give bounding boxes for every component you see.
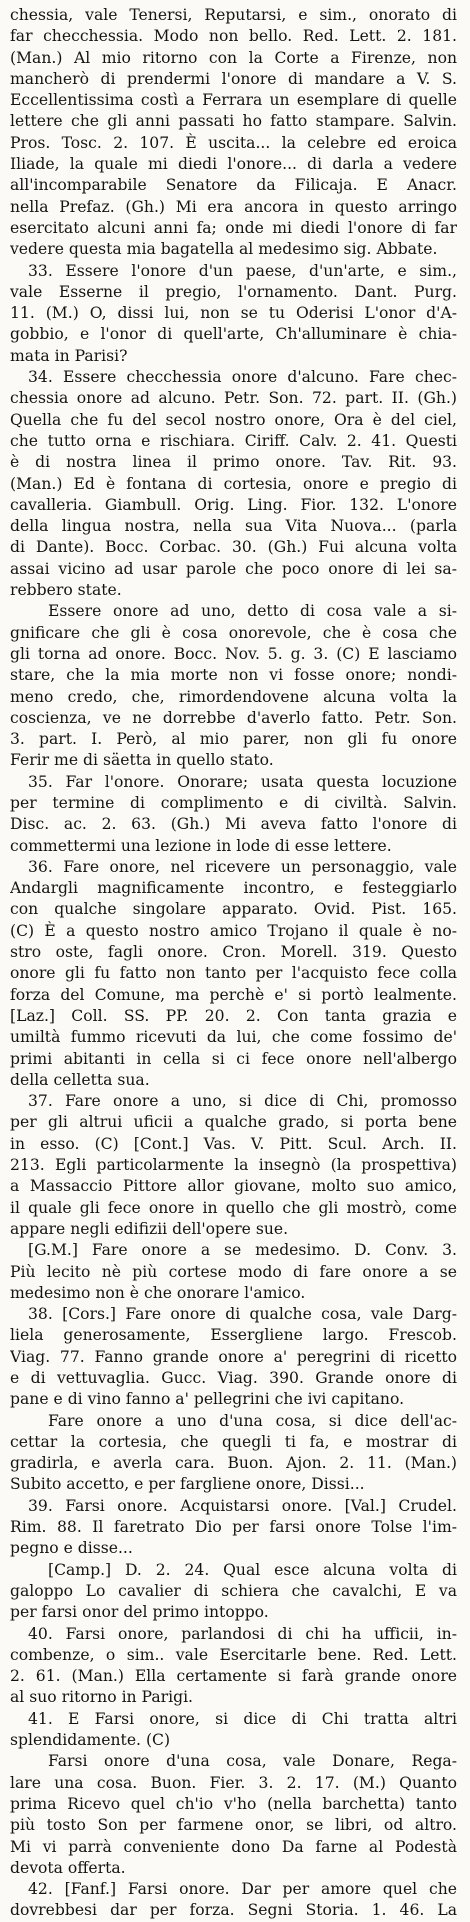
text-line: Mi vi parrà conveniente dono Da farne al Podestà <box>10 1837 457 1856</box>
text-line: al suo ritorno in Parigi. <box>10 1688 194 1707</box>
entry-34 <box>10 367 457 601</box>
text-line: splendidamente. (C) <box>10 1731 171 1750</box>
text-line: lare una cosa. Buon. Fier. 3. 2. 17. (M.) Quanto <box>10 1773 457 1792</box>
text-line: prima Ricevo quel ch'io v'ho (nella barchetta) tanto <box>10 1794 457 1813</box>
text-line: per termine di complimento e di civiltà. Salvin. <box>10 793 457 812</box>
entry-headword-line: Farsi onore d'una cosa, vale Donare, Rega- <box>48 1752 457 1771</box>
entry-continuation <box>10 5 457 261</box>
text-line: Eccellentissima costì a Ferrara un esemplare di quelle <box>10 91 457 110</box>
entry-headword-line: 38. [Cors.] Fare onore di qualche cosa, vale Darg- <box>28 1305 457 1324</box>
entry-fare-onore-a-se-medesimo <box>10 1240 457 1304</box>
entry-headword-line: 37. Fare onore a uno, si dice di Chi, promosso <box>28 1092 457 1111</box>
text-line: a Massaccio Pittore allor giovane, molto suo amico, <box>10 1177 457 1196</box>
text-line: cettar la cortesia, che quegli ti fa, e mostrar di <box>10 1432 457 1451</box>
text-line: 11. (M.) O, dissi lui, non se tu Oderisi L'onor d'A- <box>10 304 457 323</box>
entry-35 <box>10 772 457 857</box>
entry-headword-line: 36. Fare onore, nel ricevere un personaggio, vale <box>28 857 457 876</box>
entry-36 <box>10 857 457 1091</box>
text-line: [Camp.] D. 2. 24. Qual esce alcuna volta di <box>48 1560 457 1579</box>
text-line: far checchessia. Modo non bello. Red. Lett. 2. 181. <box>10 27 457 46</box>
text-line: Quella che fu del secol nostro onore, Ora è del ciel, <box>10 410 457 429</box>
entry-41 <box>10 1709 457 1752</box>
text-line: appare negli edifizii dell'opere sue. <box>10 1219 289 1238</box>
entry-33 <box>10 261 457 367</box>
text-line: della celletta sua. <box>10 1070 150 1089</box>
entry-headword-line: 39. Farsi onore. Acquistarsi onore. [Val.] Crudel. <box>28 1496 457 1515</box>
text-line: meno credo, che, rimordendovene alcuna volta la <box>10 687 457 706</box>
text-line: Disc. ac. 2. 63. (Gh.) Mi aveva fatto l'onore di <box>10 815 457 834</box>
text-line: in esso. (C) [Cont.] Vas. V. Pitt. Scul. Arch. II. <box>10 1134 457 1153</box>
entry-fare-onore-a-uno-d-una-cosa <box>10 1411 457 1496</box>
text-line: mancherò di prendermi l'onore di mandare a V. S. <box>10 69 457 88</box>
text-line: Pros. Tosc. 2. 107. È uscita... la celebre ed eroica <box>10 133 457 152</box>
entry-camp-citation <box>10 1560 457 1624</box>
text-line: vedere questa mia bagatella al medesimo sig. Abbate. <box>10 240 438 259</box>
text-line: lettere che gli anni passati ho fatto stampare. Salvin. <box>10 112 457 131</box>
text-line: dovrebbesi dar per forza. Segni Storia. 1. 46. La <box>10 1901 457 1920</box>
entry-headword-line: 41. E Farsi onore, si dice di Chi tratta altri <box>28 1709 457 1728</box>
text-line: Viag. 77. Fanno grande onore a' peregrini di ricetto <box>10 1347 457 1366</box>
text-line: [Laz.] Coll. SS. PP. 20. 2. Con tanta grazia e <box>10 1006 457 1025</box>
text-line: nella Prefaz. (Gh.) Mi era ancora in questo arringo <box>10 197 457 216</box>
text-line: gli torna ad onore. Bocc. Nov. 5. g. 3. (C) E lasciamo <box>10 644 457 663</box>
text-line: commettermi una lezione in lode di esse lettere. <box>10 836 392 855</box>
text-line: coscienza, ve ne dorrebbe d'averlo fatto. Petr. Son. <box>10 708 457 727</box>
entry-headword-line: 33. Essere l'onore d'un paese, d'un'arte, e sim., <box>28 261 457 280</box>
entry-headword-line: [G.M.] Fare onore a se medesimo. D. Conv. 3. <box>28 1241 457 1260</box>
text-line: onore gli fu fatto non tanto per l'acquisto fece colla <box>10 964 457 983</box>
text-line: chessia, vale Tenersi, Reputarsi, e sim., onorato di <box>10 6 457 24</box>
entry-headword-line: 40. Farsi onore, parlandosi di chi ha ufficii, in- <box>28 1624 457 1643</box>
text-line: gradirla, e averla cara. Buon. Ajon. 2. 11. (Man.) <box>10 1454 457 1473</box>
text-line: mata in Parisi? <box>10 346 128 365</box>
entry-headword-line: 42. [Fanf.] Farsi onore. Dar per amore quel che <box>28 1880 457 1899</box>
text-line: forza del Comune, ma perchè e' si portò lealmente. <box>10 985 457 1004</box>
entry-headword-line: Essere onore ad uno, detto di cosa vale a si- <box>48 602 457 621</box>
entry-39 <box>10 1496 457 1560</box>
text-line: pegno e disse... <box>10 1539 133 1558</box>
text-line: medesimo non è che onorare l'amico. <box>10 1283 306 1302</box>
text-line: per gli altrui uficii a qualche grado, si porta bene <box>10 1113 457 1132</box>
entry-farsi-onore-d-una-cosa <box>10 1751 457 1879</box>
text-line: gnificare che gli è cosa onorevole, che è cosa che <box>10 623 457 642</box>
text-line: della lingua nostra, nella sua Vita Nuova... (parla <box>10 517 457 536</box>
text-line: più tosto Son per farmene onor, se libri, od altro. <box>10 1816 457 1835</box>
text-line: e di vettuvaglia. Gucc. Viag. 390. Grande onore di <box>10 1369 457 1387</box>
entry-essere-onore-ad-uno <box>10 601 457 771</box>
entry-38 <box>10 1304 457 1410</box>
entry-headword-line: Fare onore a uno d'una cosa, si dice dell'ac- <box>48 1411 457 1430</box>
text-line: che tutto orna e rischiara. Ciriff. Calv. 2. 41. Questi <box>10 431 457 450</box>
text-line: cavalleria. Giambull. Orig. Ling. Fior. 132. L'onore <box>10 495 457 514</box>
text-line: chessia onore ad alcuno. Petr. Son. 72. part. II. (Gh.) <box>10 389 457 408</box>
text-line: 2. 61. (Man.) Ella certamente si farà grande onore <box>10 1667 457 1686</box>
text-line: per farsi onor del primo intoppo. <box>10 1603 269 1622</box>
text-line: (C) È a questo nostro amico Trojano il quale è no- <box>10 921 457 940</box>
text-line: stare, che la mia morte non vi fosse onore; nondi- <box>10 666 457 685</box>
text-line: Andargli magnificamente incontro, e festeggiarlo <box>10 879 457 898</box>
text-line: vale Esserne il pregio, l'ornamento. Dant. Purg. <box>10 282 457 301</box>
text-line: Ferir me di säetta in quello stato. <box>10 751 274 770</box>
text-line: di Dante). Bocc. Corbac. 30. (Gh.) Fui alcuna volta <box>10 538 457 557</box>
text-line: (Man.) Al mio ritorno con la Corte a Firenze, non <box>10 48 457 67</box>
text-line: 3. part. I. Però, al mio parer, non gli fu onore <box>10 730 457 749</box>
entry-headword-line: 35. Far l'onore. Onorare; usata questa locuzione <box>28 772 457 791</box>
text-line: devota offerta. <box>10 1858 126 1877</box>
text-line: 213. Egli particolarmente la insegnò (la prospettiva) <box>10 1156 457 1175</box>
text-line: Iliade, la quale mi diedi l'onore... di darla a vedere <box>10 155 457 174</box>
text-line: rebbero state. <box>10 581 122 600</box>
text-line: primi abitanti in cella si ci fece onore nell'albergo <box>10 1049 457 1068</box>
text-line: assai vicino ad usar parole che poco onore di lei sa- <box>10 559 457 578</box>
text-line: esercitato alcuni anni fa; onde mi diedi l'onore di far <box>10 218 457 237</box>
text-line: (Man.) Ed è fontana di cortesia, onore e pregio di <box>10 474 457 493</box>
text-line: gobbio, e l'onor di quell'arte, Ch'alluminare è chia- <box>10 325 457 344</box>
text-line: il quale gli fece onore in quello che gli mostrò, come <box>10 1198 457 1217</box>
text-line: Subito accetto, e per fargliene onore, Dissi... <box>10 1475 365 1494</box>
text-line: Rim. 88. Il faretrato Dio per farsi onore Tolse l'im- <box>10 1518 457 1537</box>
text-line: liela generosamente, Essergliene largo. Frescob. <box>10 1326 457 1345</box>
entry-headword-line: 34. Essere checchessia onore d'alcuno. Fare chec- <box>28 368 457 387</box>
entry-37 <box>10 1091 457 1240</box>
entry-40 <box>10 1624 457 1709</box>
text-line: pane e di vino fanno a' pellegrini che ivi capitano. <box>10 1390 405 1409</box>
entry-42 <box>10 1879 457 1922</box>
text-line: è di nostra linea il primo onore. Tav. Rit. 93. <box>10 453 457 472</box>
text-line: combenze, o sim.. vale Esercitarle bene. Red. Lett. <box>10 1645 457 1664</box>
text-line: all'incomparabile Senatore da Filicaja. E Anacr. <box>10 176 457 195</box>
text-line: con qualche singolare apparato. Ovid. Pist. 165. <box>10 900 457 919</box>
text-line: stro oste, fagli onore. Cron. Morell. 319. Questo <box>10 943 457 962</box>
text-line: galoppo Lo cavalier di schiera che cavalchi, E va <box>10 1581 457 1600</box>
text-line: umiltà fummo ricevuti da lui, che come fossimo de' <box>10 1028 457 1047</box>
text-line: Più lecito nè più cortese modo di fare onore a se <box>10 1262 457 1281</box>
